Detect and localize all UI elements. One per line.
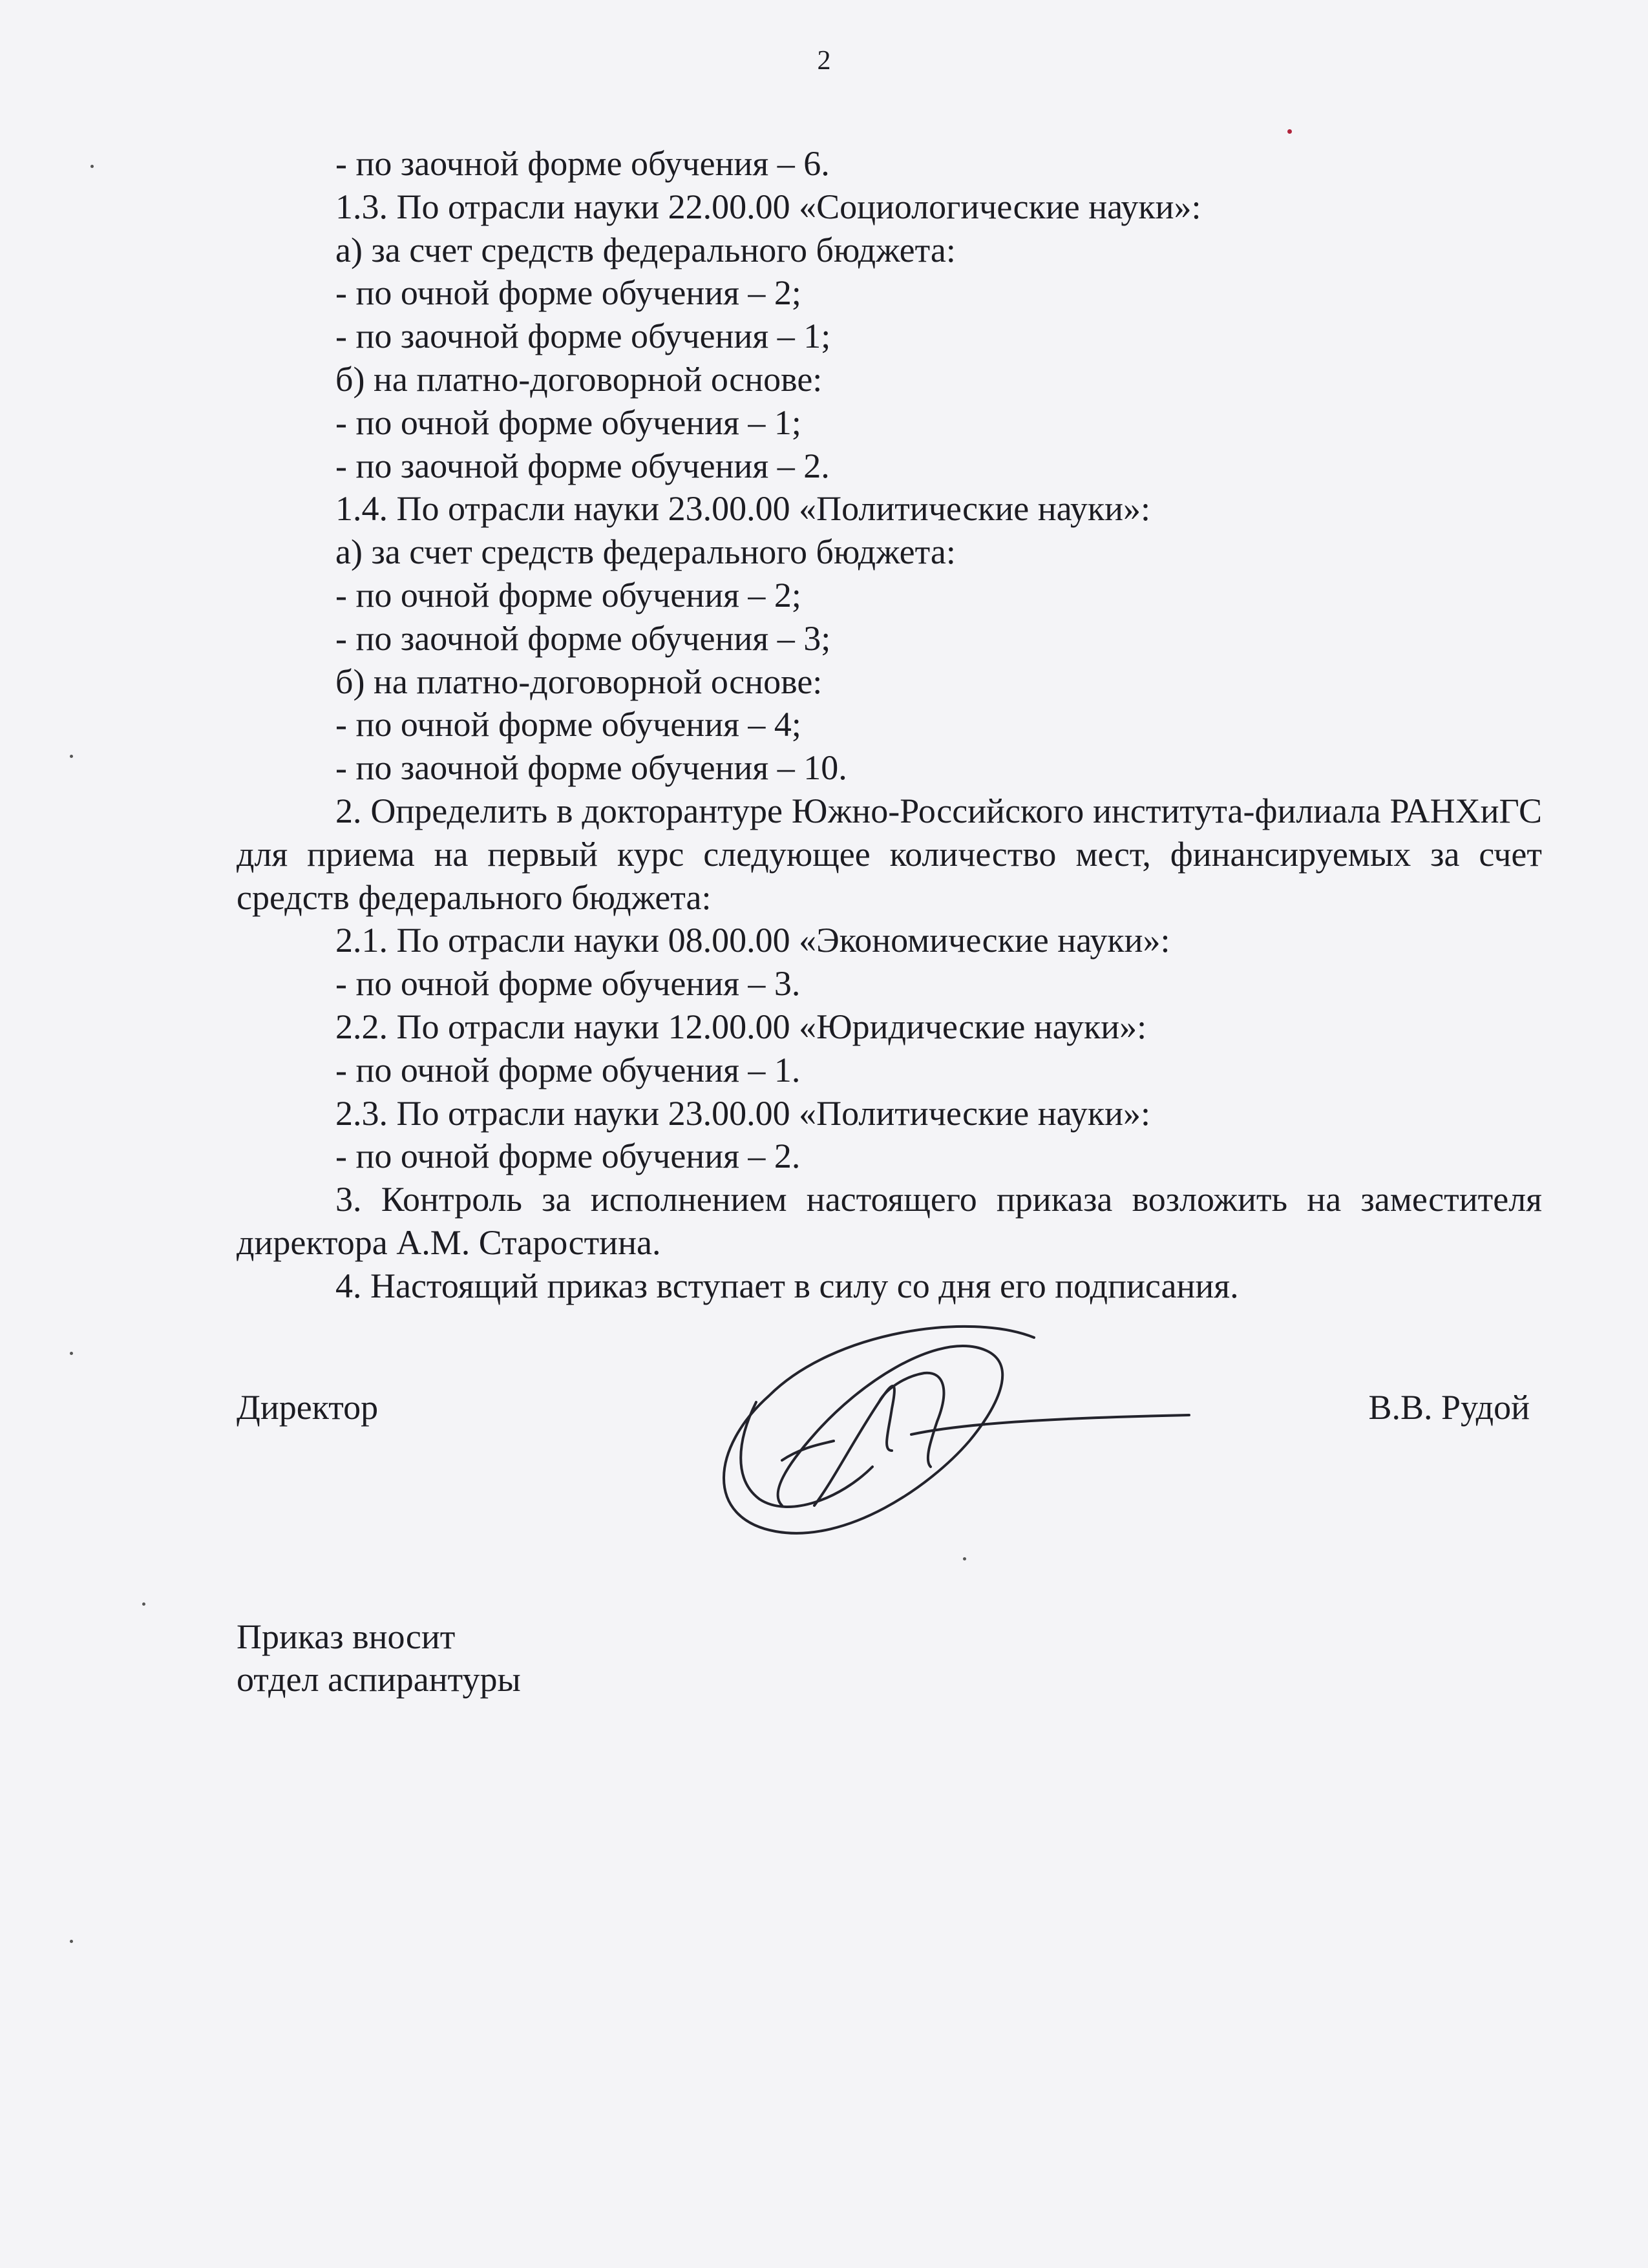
note-line: отдел аспирантуры <box>237 1660 521 1699</box>
text-line: а) за счет средств федерального бюджета: <box>335 230 956 269</box>
text-line: 2.3. По отрасли науки 23.00.00 «Политические науки»: <box>335 1093 1151 1133</box>
text-line: - по очной форме обучения – 2; <box>335 575 801 614</box>
text-line: - по очной форме обучения – 3. <box>335 964 801 1003</box>
text-line: - по очной форме обучения – 1. <box>335 1050 801 1089</box>
scan-speck <box>90 165 94 168</box>
text-line: - по заочной форме обучения – 6. <box>335 144 830 183</box>
text-line: - по заочной форме обучения – 3; <box>335 618 831 658</box>
text-line: - по очной форме обучения – 2. <box>335 1137 801 1176</box>
note-line: Приказ вносит <box>237 1617 456 1656</box>
text-line: - по заочной форме обучения – 2. <box>335 446 830 485</box>
scan-speck <box>70 1352 73 1355</box>
page-number: 2 <box>817 46 831 76</box>
submitted-by-note <box>237 1615 521 1701</box>
text-line: - по очной форме обучения – 1; <box>335 403 801 442</box>
scan-speck <box>1287 129 1292 134</box>
text-line: - по очной форме обучения – 2; <box>335 273 801 313</box>
document-body <box>237 142 1542 1308</box>
text-line: а) за счет средств федерального бюджета: <box>335 532 956 572</box>
text-line: - по заочной форме обучения – 10. <box>335 748 847 788</box>
scan-speck <box>142 1602 145 1606</box>
text-line: - по очной форме обучения – 4; <box>335 705 801 744</box>
paragraph-2: 2. Определить в докторантуре Южно-Российского института-филиала РАНХиГС для приема на первый курс следующее количество мест, финансируемых за счет средств федерального бюджета: <box>237 791 1542 917</box>
text-line: 1.3. По отрасли науки 22.00.00 «Социологические науки»: <box>335 187 1201 226</box>
scan-speck <box>70 1940 73 1943</box>
text-line: б) на платно-договорной основе: <box>335 662 823 701</box>
paragraph-4: 4. Настоящий приказ вступает в силу со дня его подписания. <box>335 1266 1239 1305</box>
text-line: 2.1. По отрасли науки 08.00.00 «Экономические науки»: <box>335 921 1170 960</box>
scan-speck <box>963 1557 966 1560</box>
text-line: 1.4. По отрасли науки 23.00.00 «Политические науки»: <box>335 489 1151 529</box>
text-line: 2.2. По отрасли науки 12.00.00 «Юридические науки»: <box>335 1007 1147 1046</box>
signatory-title: Директор <box>237 1388 379 1427</box>
paragraph-3: 3. Контроль за исполнением настоящего приказа возложить на заместителя директора А.М. Старостина. <box>237 1180 1542 1262</box>
signatory-name: В.В. Рудой <box>1368 1388 1530 1427</box>
scan-speck <box>70 755 73 758</box>
text-line: б) на платно-договорной основе: <box>335 359 823 399</box>
text-line: - по заочной форме обучения – 1; <box>335 317 831 356</box>
handwritten-signature <box>698 1312 1228 1544</box>
